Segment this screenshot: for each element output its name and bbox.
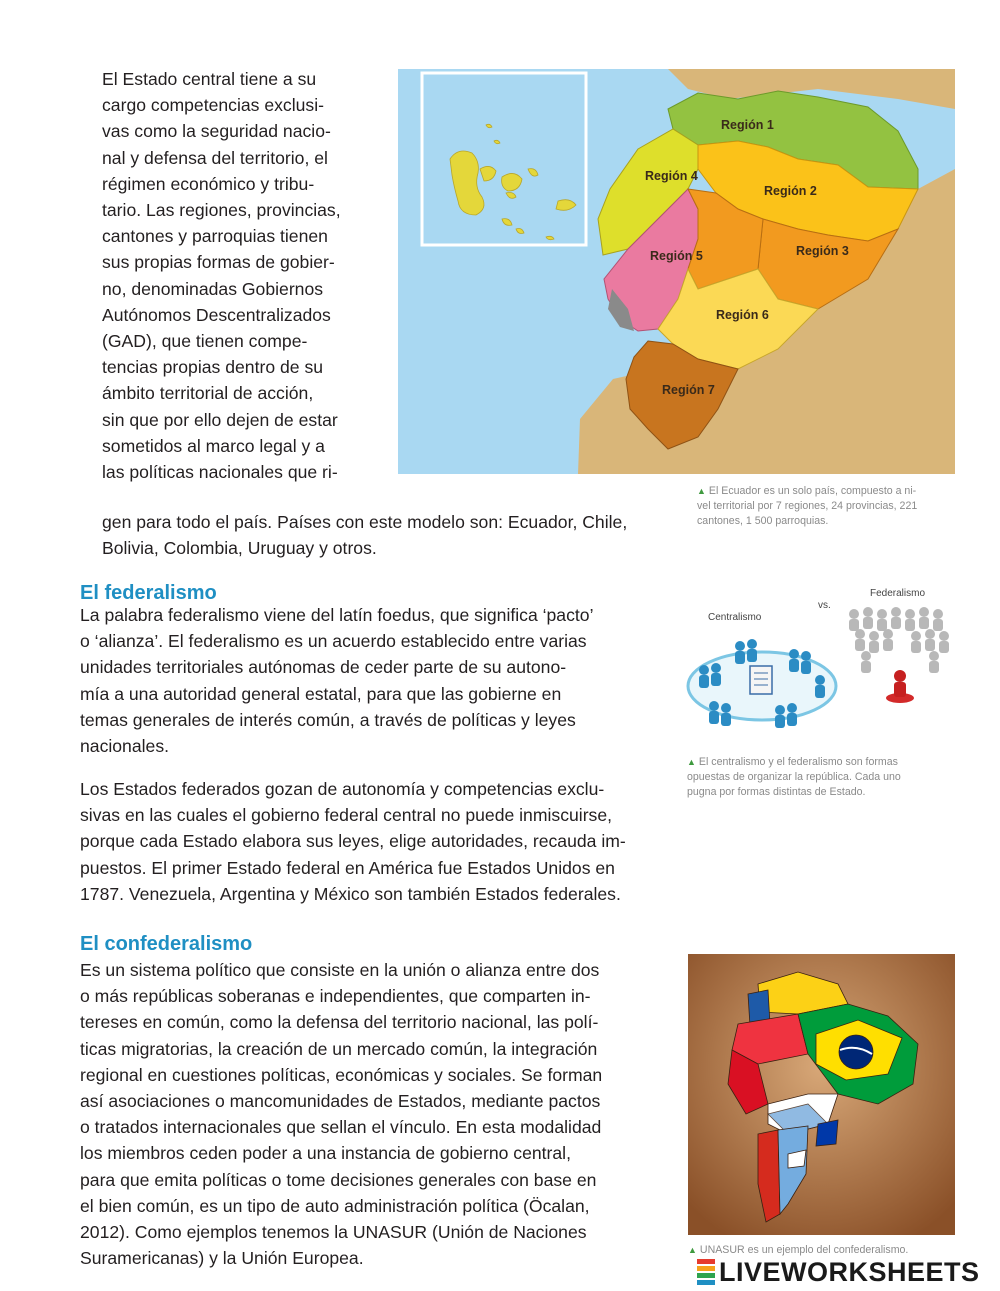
live-badge xyxy=(697,1259,715,1285)
federalism-crowd xyxy=(849,607,949,673)
liveworksheets-logo-text: LIVEWORKSHEETS xyxy=(719,1256,980,1287)
region-1-label: Región 1 xyxy=(721,118,774,132)
intro-line: sin que por ello dejen de estar xyxy=(102,409,338,430)
unasur-flag-map xyxy=(688,954,955,1235)
intro-line: vas como la seguridad nacio- xyxy=(102,121,331,142)
intro-line: cantones y parroquias tienen xyxy=(102,226,328,247)
federalismo-paragraph-1: La palabra federalismo viene del latín foedus, que significa ‘pacto’ o ‘alianza’. El federalismo es un acuerdo establecido entre varias unidades territoriales autónomas de ceder parte de su autono- mía a una autoridad general estatal, para que las gobierne en temas generales de interés común, a través de políticas y leyes nacionales. xyxy=(80,605,594,757)
intro-paragraph xyxy=(102,66,362,485)
triangle-icon: ▲ xyxy=(697,486,706,496)
document-icon xyxy=(750,666,772,694)
centralismo-federalismo-svg xyxy=(684,584,964,744)
intro-line: sometidos al marco legal y a xyxy=(102,435,325,456)
intro-continuation xyxy=(102,509,662,561)
intro-line: (GAD), que tienen compe- xyxy=(102,331,308,352)
unasur-flag-map-svg xyxy=(688,954,955,1235)
intro-line: Autónomos Descentralizados xyxy=(102,304,331,325)
intro-line: no, denominadas Gobiernos xyxy=(102,278,324,299)
federalismo-heading: El federalismo xyxy=(80,582,217,604)
confederalismo-paragraph: Es un sistema político que consiste en la unión o alianza entre dos o más repúblicas soberanas e independientes, que comparten in- tereses en común, como la defensa del territorio nacional, las polí- ticas migratorias, la creación de un mercado común, la integración regional en cuestiones políticas, económicas y sociales. Se forman así asociaciones o mancomunidades de Estados, mediante pactos o tratados internacionales que sellan el vínculo. En esta modalidad los miembros ceden poder a una instancia de gobierno central, para que emita políticas o tome decisiones generales con base en el bien común, es un tipo de auto administración política (Öcalan, 2012). Como ejemplos tenemos la UNASUR (Unión de Naciones Suramericanas) y la Unión Europea. xyxy=(80,960,603,1269)
intro-line: ámbito territorial de acción, xyxy=(102,383,314,404)
intro-line: tencias propias dentro de su xyxy=(102,357,324,378)
triangle-icon: ▲ xyxy=(687,757,696,767)
unasur-caption: ▲ UNASUR es un ejemplo del confederalismo. xyxy=(688,1244,909,1256)
map-caption: ▲ El Ecuador es un solo país, compuesto a ni- vel territorial por 7 regiones, 24 provincias, 221 cantones, 1 500 parroquias. xyxy=(697,485,918,527)
intro-line: las políticas nacionales que ri- xyxy=(102,462,338,483)
region-5-label: Región 5 xyxy=(650,249,703,263)
intro-line: Bolivia, Colombia, Uruguay y otros. xyxy=(102,538,377,559)
region-4-label: Región 4 xyxy=(645,169,698,183)
region-7-label: Región 7 xyxy=(662,383,715,397)
intro-line: sus propias formas de gobier- xyxy=(102,252,335,273)
confederalismo-heading: El confederalismo xyxy=(80,933,253,955)
centralismo-label: Centralismo xyxy=(708,612,762,623)
triangle-icon: ▲ xyxy=(688,1245,697,1255)
federalismo-label: Federalismo xyxy=(870,588,926,599)
intro-line: régimen económico y tribu- xyxy=(102,173,315,194)
leader-figure xyxy=(894,670,906,682)
region-2-label: Región 2 xyxy=(764,184,817,198)
centralismo-federalismo-figure xyxy=(684,584,964,744)
liveworksheets-watermark xyxy=(697,1256,980,1288)
centralismo-caption: ▲ El centralismo y el federalismo son formas opuestas de organizar la república. Cada uno pugna por formas distintas de Estado. xyxy=(687,756,901,798)
ecuador-map xyxy=(398,69,955,474)
federalismo-paragraph-2: Los Estados federados gozan de autonomía y competencias exclu- sivas en las cuales el gobierno federal central no puede inmiscuirse, porque cada Estado elabora sus leyes, elige autoridades, recauda im- puestos. El primer Estado federal en América fue Estados Unidos en 1787. Venezuela, Argentina y México son también Estados federales. xyxy=(80,779,626,904)
intro-line: gen para todo el país. Países con este modelo son: Ecuador, Chile, xyxy=(102,512,628,532)
intro-line: tario. Las regiones, provincias, xyxy=(102,200,341,221)
intro-line: El Estado central tiene a su xyxy=(102,69,317,89)
ecuador-map-svg xyxy=(398,69,955,474)
region-3-label: Región 3 xyxy=(796,244,849,258)
intro-line: cargo competencias exclusi- xyxy=(102,95,324,116)
intro-line: nal y defensa del territorio, el xyxy=(102,147,328,168)
vs-label: vs. xyxy=(818,600,831,611)
region-6-label: Región 6 xyxy=(716,308,769,322)
